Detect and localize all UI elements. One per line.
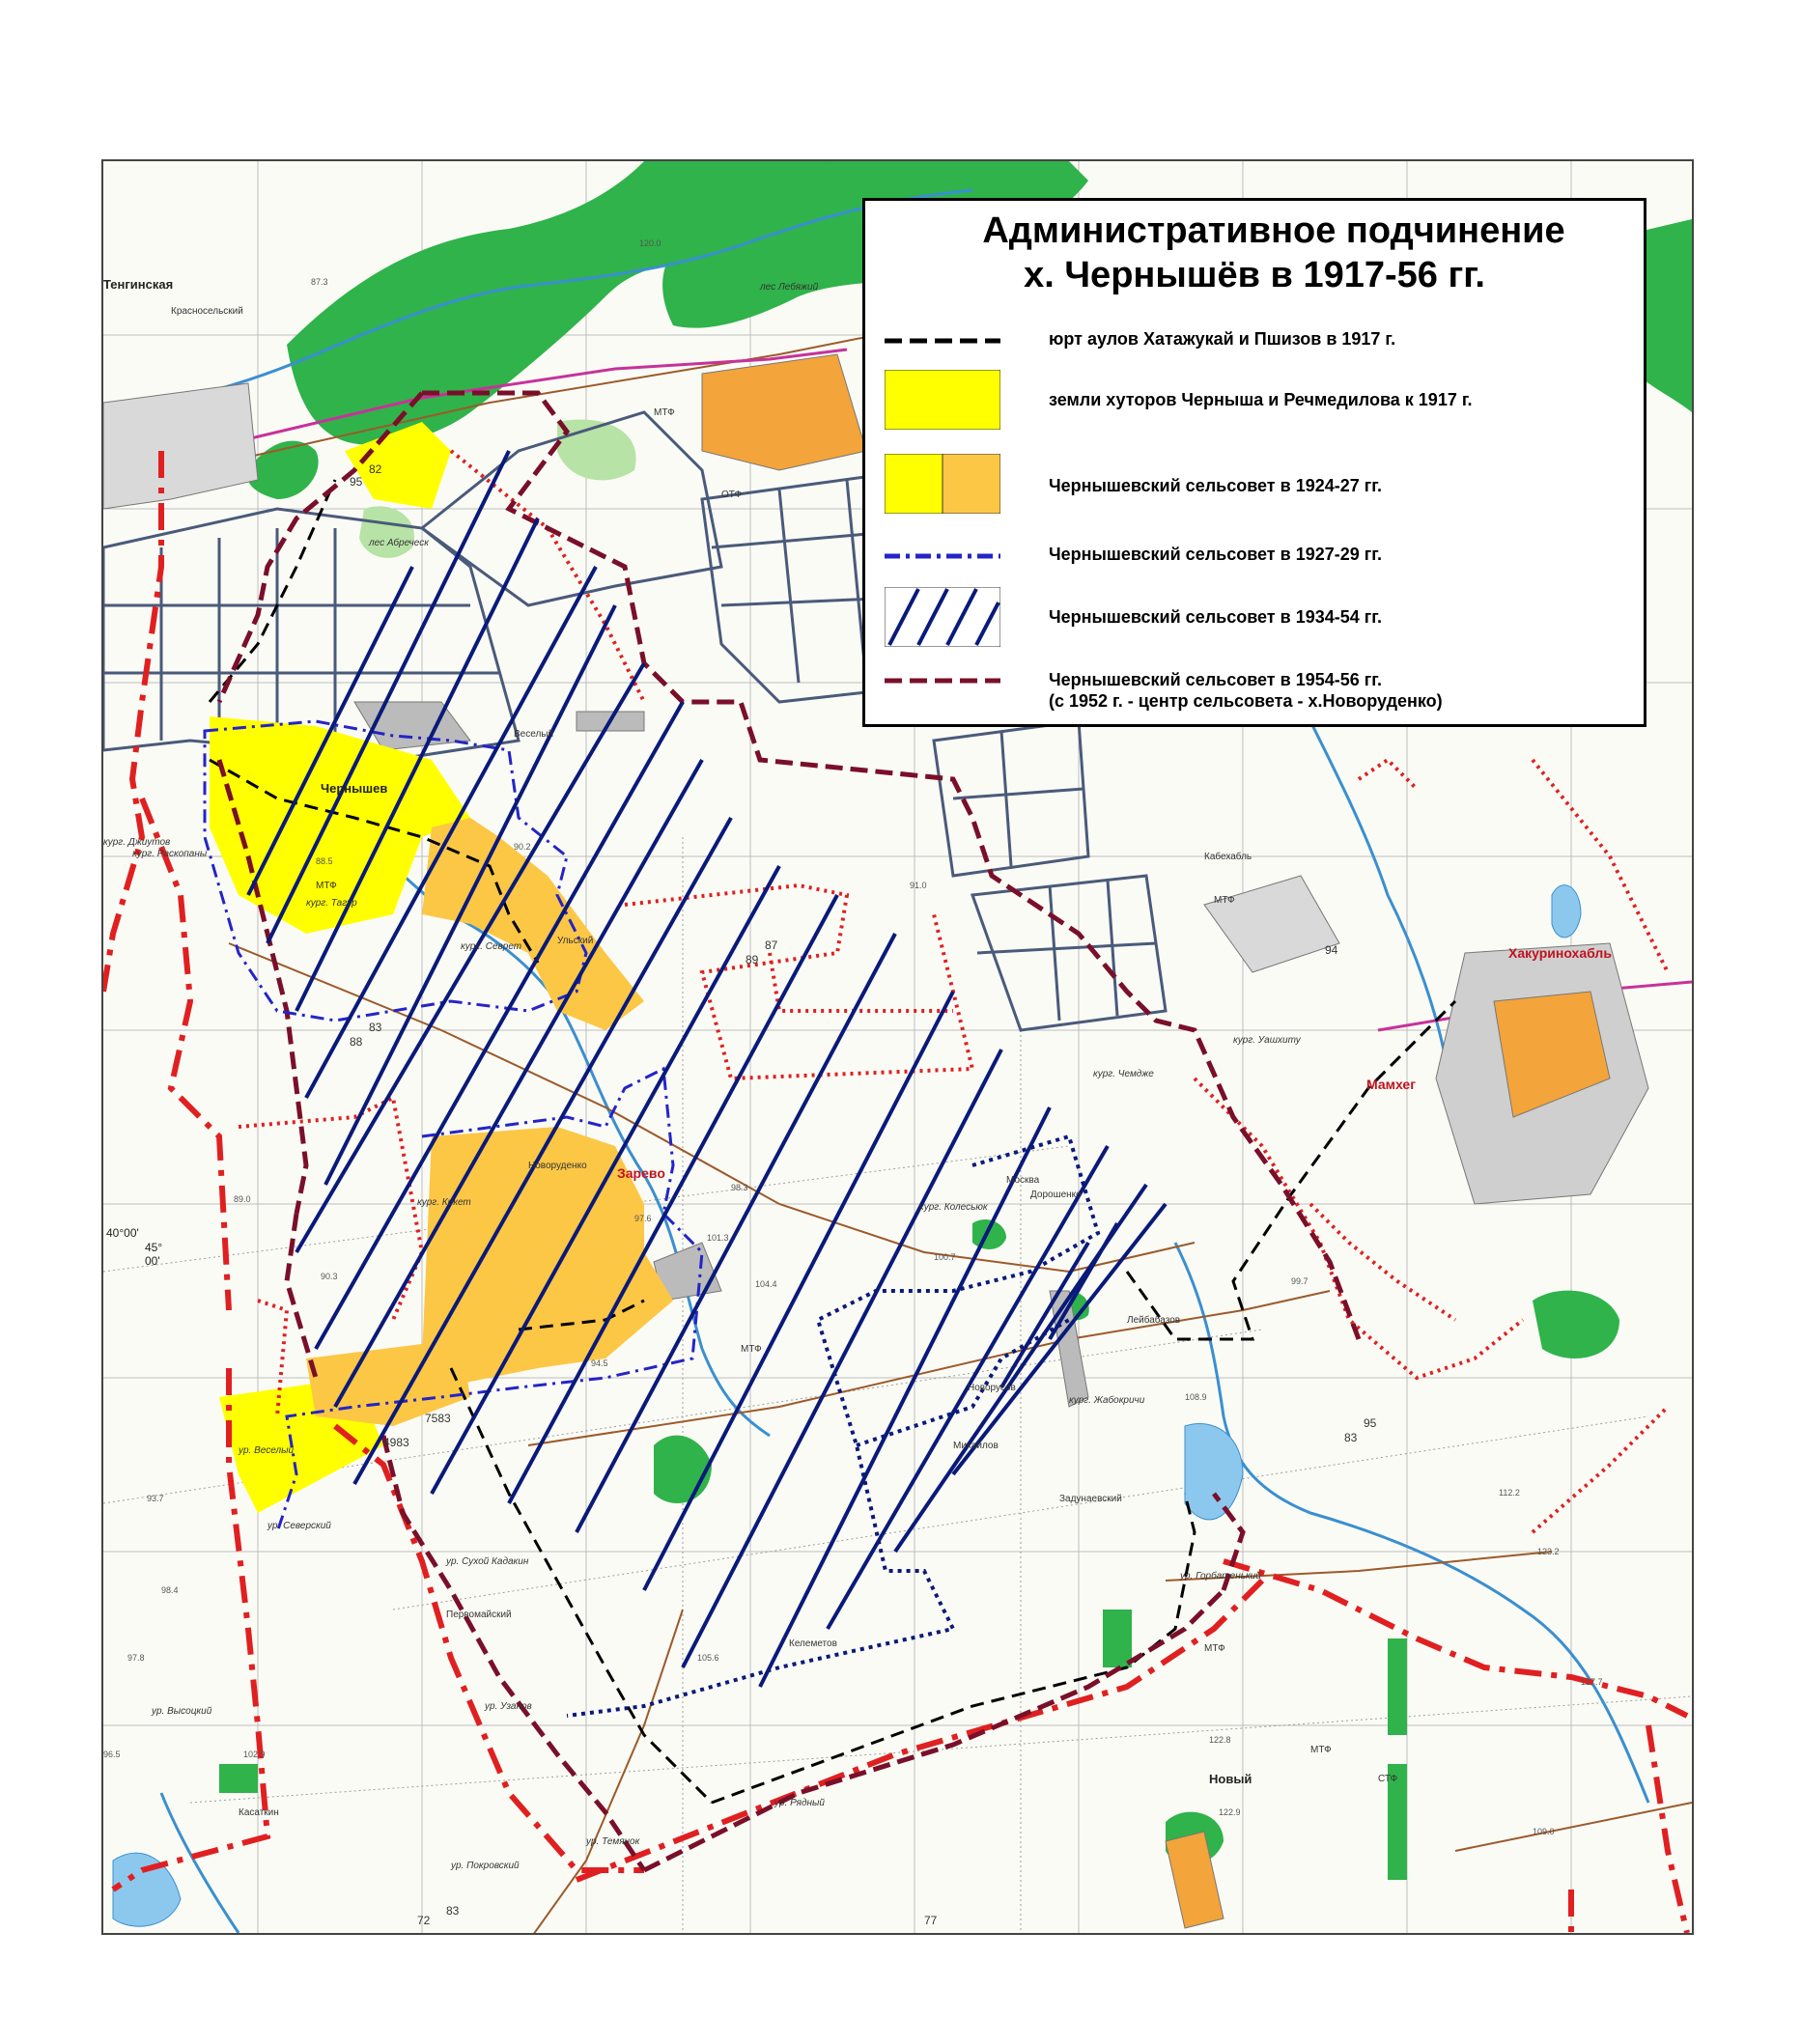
grid-number: 89 xyxy=(746,953,759,966)
grid-number: 83 xyxy=(1344,1431,1358,1444)
elevation-mark: 98.4 xyxy=(161,1585,179,1595)
facility-label: МТФ xyxy=(1204,1643,1225,1654)
elevation-mark: 108.9 xyxy=(1185,1392,1207,1402)
elevation-mark: 93.7 xyxy=(147,1494,164,1503)
facility-label: МТФ xyxy=(1214,895,1235,906)
facility-label: МТФ xyxy=(1310,1745,1332,1755)
navy-hatch-icon xyxy=(885,587,1000,647)
elevation-mark: 97.6 xyxy=(634,1214,652,1223)
legend-item-1934-54 xyxy=(885,587,1628,650)
tract-label: ур. Горбатенький xyxy=(1180,1571,1261,1582)
legend-label: земли хуторов Черныша и Речмедилова к 1917 г. xyxy=(1049,390,1473,409)
elevation-mark: 87.3 xyxy=(311,277,328,287)
legend-label: Чернышевский сельсовет в 1924-27 гг. xyxy=(1049,476,1382,495)
legend-title-line-1: Административное подчинение xyxy=(982,210,1565,251)
legend-label-line-1: Чернышевский сельсовет в 1954-56 гг. xyxy=(1049,670,1382,689)
elevation-mark: 88.5 xyxy=(316,856,333,866)
elevation-mark: 100.7 xyxy=(934,1252,956,1262)
tract-label: кург. Раскопаны xyxy=(132,849,208,859)
tract-label: кург. Жабокричи xyxy=(1069,1395,1145,1406)
legend-label-line-2: (с 1952 г. - центр сельсовета - х.Новоруденко) xyxy=(1049,691,1443,711)
grid-number: 77 xyxy=(924,1914,938,1927)
tract-label: лес Лебяжий xyxy=(760,282,819,293)
settlement-label: Новорусов xyxy=(968,1383,1016,1393)
grid-number: 95 xyxy=(350,475,363,489)
tract-label: ур. Северский xyxy=(267,1521,331,1531)
facility-label: МТФ xyxy=(741,1344,762,1355)
settlement-label: Веселый xyxy=(514,729,554,740)
blue-dash-dot-line-icon xyxy=(885,549,1000,563)
grid-number: 94 xyxy=(1325,943,1338,957)
settlement-label: Чернышев xyxy=(321,781,388,796)
settlement-label: Новый xyxy=(1209,1772,1252,1786)
grid-number: 82 xyxy=(369,462,382,476)
tract-label: ур. Рядный xyxy=(774,1798,825,1808)
legend-label: Чернышевский сельсовет в 1927-29 гг. xyxy=(1049,545,1382,564)
legend-label xyxy=(1049,669,1443,712)
grid-number: 88 xyxy=(350,1035,363,1049)
yellow-fill-icon xyxy=(885,370,1000,430)
tract-label: ур. Темянок xyxy=(586,1836,640,1847)
elevation-mark: 98.3 xyxy=(731,1183,748,1192)
tract-label: кург. Тагур xyxy=(306,898,357,909)
tract-label: кург. Севрет xyxy=(461,941,522,952)
facility-label: МТФ xyxy=(654,407,675,418)
settlement-label: Келеметов xyxy=(789,1638,837,1649)
legend-item-1924-27 xyxy=(885,454,1628,517)
settlement-label: Красносельский xyxy=(171,306,243,317)
grid-number: 7583 xyxy=(425,1412,451,1425)
elevation-mark: 105.6 xyxy=(697,1653,719,1663)
legend-item-yurt-1917 xyxy=(885,326,1628,355)
legend-label: юрт аулов Хатажукай и Пшизов в 1917 г. xyxy=(1049,329,1396,349)
grid-number: 83 xyxy=(369,1021,382,1034)
tract-label: ур. Покровский xyxy=(451,1861,520,1871)
tract-label: ур. Сухой Кадакин xyxy=(446,1556,529,1567)
settlement-label: Новоруденко xyxy=(528,1161,587,1171)
settlement-label: Касаткин xyxy=(239,1807,279,1818)
tract-label: лес Абреческ xyxy=(369,538,429,548)
grid-number: 4983 xyxy=(383,1436,409,1449)
maroon-dashed-line-icon xyxy=(885,674,1000,687)
legend-label: Чернышевский сельсовет в 1934-54 гг. xyxy=(1049,607,1382,627)
tract-label: ур. Узанов xyxy=(485,1701,532,1712)
elevation-mark: 104.4 xyxy=(755,1279,777,1289)
facility-label: ОТФ xyxy=(721,490,743,500)
settlement-label: Задунаевский xyxy=(1059,1494,1122,1504)
elevation-mark: 90.3 xyxy=(321,1272,338,1281)
elevation-mark: 127.7 xyxy=(1581,1677,1603,1687)
elevation-mark: 122.9 xyxy=(1219,1807,1241,1817)
facility-label: СТФ xyxy=(1378,1774,1398,1784)
tract-label: ур. Веселый xyxy=(239,1445,295,1456)
legend-title xyxy=(865,201,1644,297)
elevation-mark: 89.0 xyxy=(234,1194,251,1204)
settlement-label: Первомайский xyxy=(446,1610,512,1620)
elevation-mark: 122.8 xyxy=(1209,1735,1231,1745)
grid-number: 95 xyxy=(1364,1416,1377,1430)
grid-number: 72 xyxy=(417,1914,431,1927)
settlement-label: Лейбабазов xyxy=(1127,1315,1181,1326)
settlement-label: Зарево xyxy=(617,1165,665,1181)
elevation-mark: 123.2 xyxy=(1537,1547,1560,1556)
settlement-label: Кабехабль xyxy=(1204,852,1252,862)
elevation-mark: 101.3 xyxy=(707,1233,729,1243)
elevation-mark: 96.5 xyxy=(103,1750,121,1759)
longitude-minutes: 00' xyxy=(145,1254,160,1268)
grid-number: 83 xyxy=(446,1904,460,1918)
tract-label: ур. Высоцкий xyxy=(152,1706,212,1717)
facility-label: МТФ xyxy=(316,881,337,891)
longitude-degrees: 45° xyxy=(145,1241,163,1254)
settlement-label: Ульский xyxy=(557,936,594,946)
settlement-label: Тенгинская xyxy=(103,277,174,292)
settlement-label: Михайлов xyxy=(953,1441,999,1451)
settlement-label: Москва xyxy=(1006,1175,1040,1186)
settlement-label: Хакуринохабль xyxy=(1508,945,1612,961)
grid-number: 87 xyxy=(765,938,778,952)
legend-item-1954-56 xyxy=(885,669,1628,722)
longitude-label xyxy=(145,1241,162,1268)
tract-label: кург. Уашхиту xyxy=(1233,1035,1301,1046)
yellow-orange-fill-icon xyxy=(885,454,1000,514)
elevation-mark: 94.5 xyxy=(591,1358,608,1368)
tract-label: кург. Чемдже xyxy=(1093,1069,1154,1079)
elevation-mark: 112.2 xyxy=(1499,1488,1520,1498)
tract-label: кург. Джиутов xyxy=(103,837,171,848)
tract-label: кург. Кикет xyxy=(417,1197,471,1208)
legend-item-khutor-lands xyxy=(885,370,1628,433)
settlement-label: Мамхег xyxy=(1366,1077,1417,1092)
black-dashed-line-icon xyxy=(885,334,1000,348)
legend-title-line-2: х. Чернышёв в 1917-56 гг. xyxy=(1024,255,1485,295)
settlement-label: Дорошенко xyxy=(1030,1190,1082,1200)
tract-label: кург. Колесьюк xyxy=(919,1202,988,1213)
legend-item-1927-29 xyxy=(885,542,1628,571)
elevation-mark: 90.2 xyxy=(514,842,531,852)
latitude-label: 40°00' xyxy=(106,1226,139,1240)
elevation-mark: 102.9 xyxy=(243,1750,266,1759)
elevation-mark: 91.0 xyxy=(910,881,927,890)
elevation-mark: 120.0 xyxy=(639,238,661,248)
elevation-mark: 97.8 xyxy=(127,1653,145,1663)
elevation-mark: 109.0 xyxy=(1533,1827,1555,1836)
legend-box xyxy=(862,198,1646,727)
elevation-mark: 99.7 xyxy=(1291,1276,1309,1286)
